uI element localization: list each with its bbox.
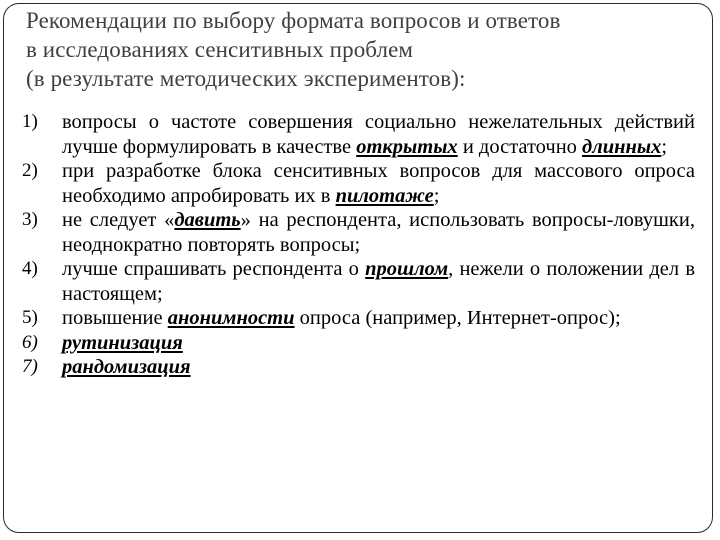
emphasized-term: давить — [174, 209, 241, 231]
emphasized-term: пилотаже — [335, 184, 434, 207]
list-item-number: 4) — [22, 258, 38, 279]
emphasized-term: открытых — [356, 135, 458, 158]
list-item — [22, 110, 695, 159]
list-item — [22, 159, 695, 208]
list-item-text — [62, 306, 695, 331]
emphasized-term: длинных — [582, 135, 662, 158]
emphasized-term: рандомизация — [62, 356, 191, 378]
list-item-text — [62, 159, 695, 208]
text-segment: повышение — [62, 307, 168, 329]
text-segment: ; — [433, 184, 440, 207]
title-line-1: Рекомендации по выбору формата вопросов и ответов — [26, 8, 561, 33]
list-item — [22, 331, 695, 356]
list-item-text — [62, 110, 695, 159]
list-item-text — [62, 257, 695, 306]
emphasized-term: анонимности — [167, 307, 295, 329]
text-segment: , нежели о положении дел в настоящем; — [62, 258, 696, 305]
slide-title — [26, 6, 706, 93]
text-segment: не следует « — [62, 209, 175, 231]
recommendation-list — [22, 110, 695, 380]
text-segment: при разработке блока сенситивных вопросов для массового опроса необходимо апробировать их в — [62, 160, 695, 207]
list-item-number: 1) — [22, 111, 38, 132]
text-segment: вопросы о частоте совершения социально нежелательных действий лучше формулировать в качестве — [62, 111, 695, 158]
list-item-number: 6) — [22, 331, 38, 353]
text-segment: » на респондента, использовать вопросы-ловушки, неоднократно повторять вопросы; — [62, 209, 695, 256]
list-item-number: 3) — [22, 209, 38, 230]
list-item-text — [62, 355, 695, 380]
title-line-2: в исследованиях сенситивных проблем — [26, 37, 414, 62]
list-item — [22, 208, 695, 257]
list-item-number: 7) — [22, 356, 38, 377]
list-item — [22, 257, 695, 306]
list-item — [22, 355, 695, 380]
list-item-text — [62, 208, 695, 257]
list-item — [22, 306, 695, 331]
list-item-number: 5) — [22, 307, 38, 328]
text-segment: опроса (например, Интернет-опрос); — [294, 307, 621, 329]
text-segment: и достаточно — [457, 135, 583, 158]
list-item-text — [62, 331, 695, 356]
emphasized-term: прошлом — [365, 258, 449, 280]
list-item-number: 2) — [22, 160, 38, 181]
emphasized-term: рутинизация — [62, 331, 183, 354]
title-line-3: (в результате методических экспериментов): — [26, 66, 466, 91]
text-segment: ; — [661, 135, 668, 158]
text-segment: лучше спрашивать респондента о — [62, 258, 366, 280]
